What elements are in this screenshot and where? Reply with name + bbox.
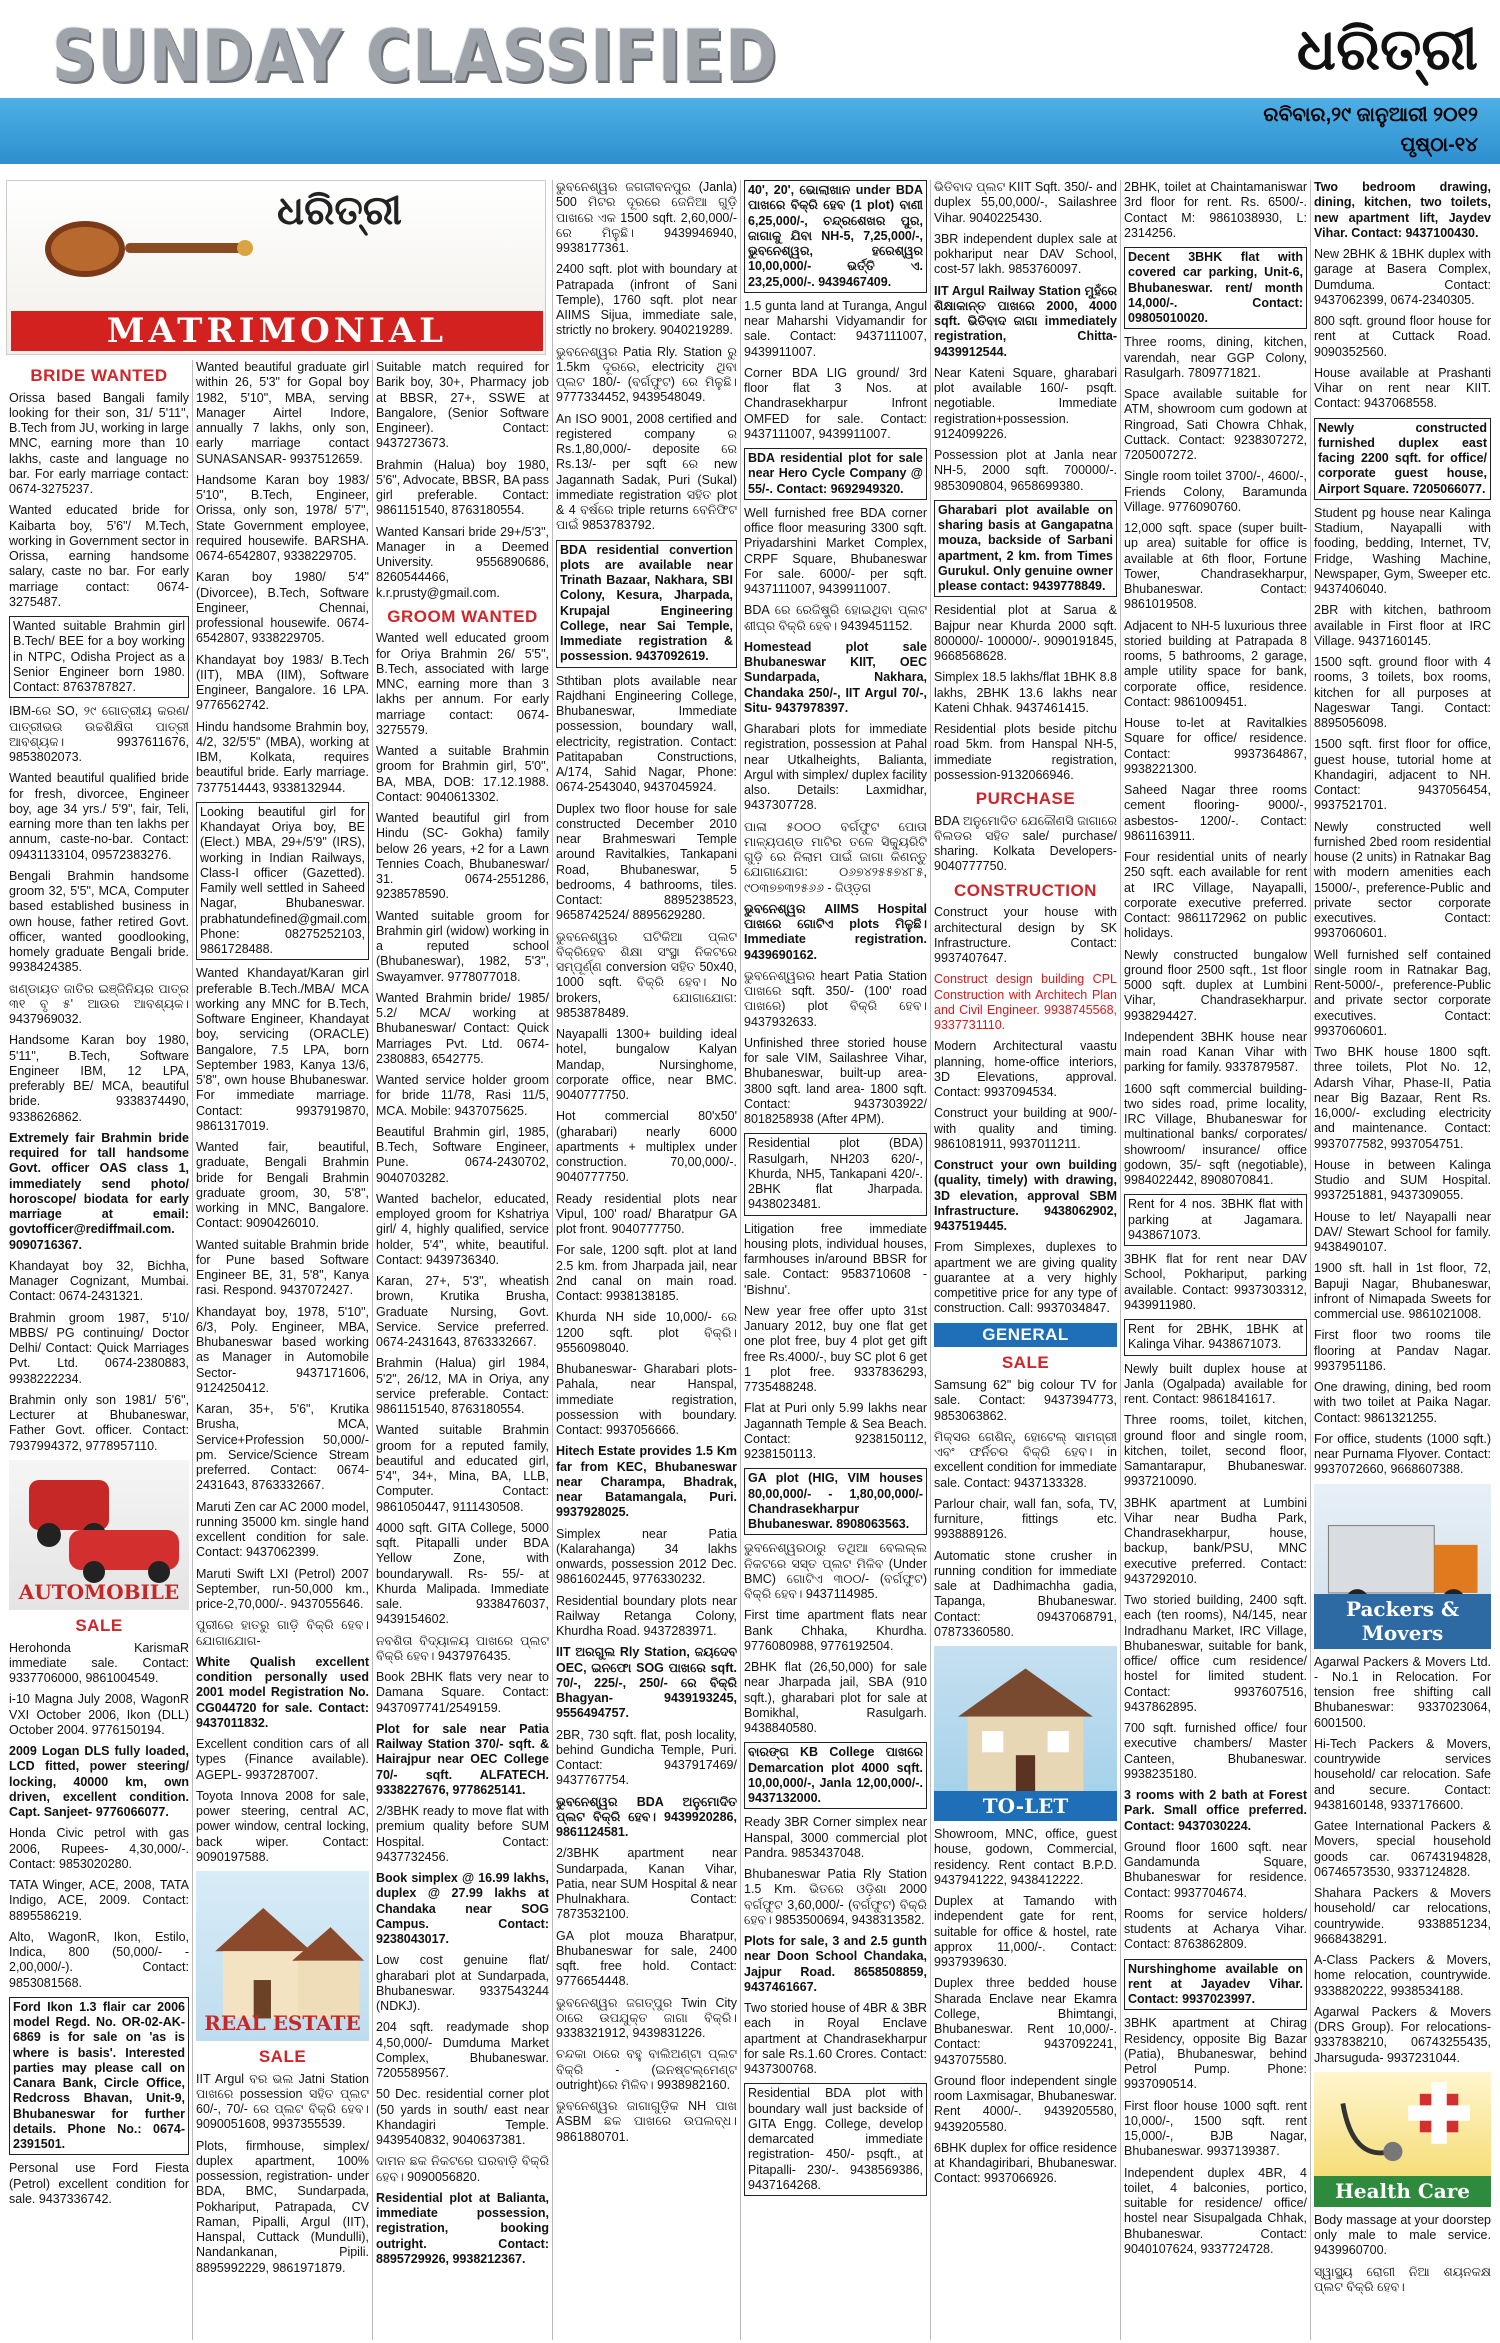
- purchase-heading: PURCHASE: [975, 789, 1076, 808]
- classified-ad: Three rooms, dining, kitchen, varendah, near GGP Colony, Rasulgarh. 7809771821.: [1124, 335, 1307, 380]
- classified-ad: Sthtiban plots available near Rajdhani Engineering College, Bhubaneswar, Immediate possession, boundary wall, electricity, registration. Contact: Patitapaban Constructions, A/174, Sahid Nagar, Phone: 0674-2543040, 9437045924.: [556, 673, 737, 795]
- classified-ad: First time apartment flats near Bank Chhaka, Khurdha. 9776080988, 9776192504.: [744, 1608, 927, 1653]
- classified-ad: Plots for sale, 3 and 2.5 gunth near Doon School Chandaka, Jajpur Road. 8658508859, 9437461667.: [744, 1934, 927, 1994]
- classified-ad: ଭୁବନେଶ୍ୱର ଜାଗାଗୁଡ଼ିକ NH ପାଖ ASBM ଛକ ପାଖରେ ଉପଲବ୍ଧ। 9861880701.: [556, 2099, 737, 2144]
- packers-banner: [1314, 1484, 1491, 1649]
- classified-ad: Gatee International Packers & Movers, special household goods car. 06743194828, 06746573530, 9337124828.: [1314, 1819, 1491, 1879]
- matrimonial-title: MATRIMONIAL: [11, 311, 543, 351]
- column-7: [1120, 180, 1310, 2340]
- classified-ad: Gharabari plots for immediate registration, possession at Pahal near Utkalheights, Balianta, Argul with simplex/ duplex facility also. Details: Laxmidhar, 9437307728.: [744, 722, 927, 813]
- general-sale-heading: SALE: [1001, 1353, 1050, 1373]
- classified-ad: Residential plots beside pitchu road 5km. from Hanspal NH-5, immediate registration, possession-9132066946.: [934, 722, 1117, 782]
- classified-ad: ମିକ୍ସର ଗେଶିନ୍, ହୋଟେଲ୍ ସାମଗ୍ରୀ ଏବଂ ଫର୍ନିଚର ବିକ୍ରି ହେବ। in excellent condition for immediate sale. Contact: 9437133328.: [934, 1429, 1117, 1490]
- classified-ad: GA plot mouza Bharatpur, Bhubaneswar for sale, 2400 sqft. free hold. Contact: 9776654448.: [556, 1928, 737, 1989]
- classified-ad: ଭୁବନେଶ୍ୱରର heart Patia Station ପାଖରେ sqft. 350/- (100' road ପାଖରେ) plot ବିକ୍ରି ହେବ। 9437932633.: [744, 968, 927, 1029]
- masthead: [0, 0, 1500, 180]
- classified-ad: Saheed Nagar three rooms cement flooring- 9000/-, asbestos- 1200/-. Contact: 9861163911.: [1124, 783, 1307, 843]
- classified-ad: Wanted a suitable Brahmin groom for Brahmin girl, 5'0", BA, MBA, DOB: 17.12.1988. Contact: 9040613302.: [376, 744, 549, 804]
- classified-ad: A-Class Packers & Movers, home relocation, countrywide. 9338820222, 9938534188.: [1314, 1953, 1491, 1998]
- classified-ad: Rooms for service holders/ students at Acharya Vihar. Contact: 8763862809.: [1124, 1906, 1307, 1952]
- classified-ad: Construct your house with architectural design by SK Infrastructure. Contact: 9937407647.: [934, 905, 1117, 966]
- classified-ad: 2BR with kitchen, bathroom available in First floor at IRC Village. 9437160145.: [1314, 603, 1491, 648]
- automobile-banner: [9, 1460, 189, 1610]
- classified-ad: Brahmin only son 1981/ 5'6", Lecturer at Bhubaneswar, Father Govt. officer. Contact: 7937994372, 9778957110.: [9, 1392, 189, 1453]
- classified-ad: Excellent condition cars of all types (Finance available). AGEPL- 9937287007.: [196, 1737, 369, 1782]
- classified-ad: 2BHK, toilet at Chaintamaniswar 3rd floor for rent. Rs. 6500/-. Contact M: 9861038930, L: 2314256.: [1124, 180, 1307, 240]
- classified-ad: Showroom, MNC, office, guest house, godown, Commercial, residency. Rent contact B.P.D. 9437941222, 9438412222.: [934, 1827, 1117, 1887]
- classified-ad: ଭୁବନେଶ୍ୱର Patia Rly. Station ରୁ 1.5km ଦୂରରେ, electricity ଥିବା ପ୍ଲଟ 180/- (ବର୍ଗଫୁଟ) ରେ ମିଳୁଛି। 9777334452, 9439548049.: [556, 344, 737, 405]
- classified-ad: Agarwal Packers & Movers Ltd. - No.1 in Relocation. For tension free shifting call Bhubaneswar: 9337023064, 6001500.: [1314, 1654, 1491, 1730]
- classified-ad: ଭୁବନେଶ୍ୱରଠାରୁ ତଥିଆ ବେଲଲ୍ଲ ନିକଟରେ ସସ୍ତ ପ୍ଲଟ ମିଳିବ (Under BMC) ଗୋଟିଏ ୩୦୦/- (ବର୍ଗଫୁଟ) ବିକ୍ରି ହେବ। 9437114985.: [744, 1541, 927, 1601]
- classified-ad: Newly built duplex house at Janla (Ogalpada) available for rent. Contact: 9861841617.: [1124, 1361, 1307, 1406]
- classified-ad: Adjacent to NH-5 luxurious three storied building at Patrapada 8 rooms, 5 bathrooms, 2 garage, ample utility space for bank, corporate office, residence. Contact: 9861009451.: [1124, 618, 1307, 709]
- classified-ad: Low cost genuine flat/ gharabari plot at Sundarpada, Bhubaneswar. 9337543244 (NDKJ).: [376, 1953, 549, 2014]
- tolet-banner: [934, 1646, 1117, 1821]
- classified-ad: From Simplexes, duplexes to apartment we are giving quality guarantee at a very highly competitive price for any type of construction. Call: 9937034847.: [934, 1240, 1117, 1316]
- classified-ad: 2/3BHK apartment near Sundarpada, Kanan Vihar, Patia, near SUM Hospital & near Phulnakhara. Contact: 7873532100.: [556, 1846, 737, 1922]
- classified-ad: Wanted beautiful girl from Hindu (SC- Gokha) family below 26 years, +2 for a Lawn Tennies Coach, Bhubaneswar/ 31. 0674-2551286, 9238578590.: [376, 811, 549, 902]
- classified-ad: Near Kateni Square, gharabari plot available 160/- psqft. negotiable. Immediate registration+possession. 9124099226.: [934, 365, 1117, 441]
- classified-ad: Newly constructed furnished duplex east facing 2200 sqft. for office/ corporate guest house, Airport Square. 7205066077.: [1314, 418, 1491, 500]
- classified-ad: Hindu handsome Brahmin boy, 4/2, 32/5'5" (MBA), working at IBM, Kolkata, requires beautiful bride. Early marriage. 7377514443, 9338132944.: [196, 719, 369, 795]
- classified-ad: 4000 sqft. GITA College, 5000 sqft. Pitapalli under BDA Yellow Zone, with boundarywall. Rs- 55/- at Khurda Malipada. Immediate sale. 9338476037, 9439154602.: [376, 1520, 549, 1627]
- classified-ad: 1600 sqft commercial building- two sides road, prime locality, IRC Village, Bhubaneswar for multinational banks/ corporates/ showroom/ insurance/ office godown, 35/- sqft (negotiable), 9984022442, 8908070841.: [1124, 1081, 1307, 1187]
- classified-ad: TATA Winger, ACE, 2008, TATA Indigo, ACE, 2009. Contact: 8895586219.: [9, 1878, 189, 1923]
- classified-ad: Body massage at your doorstep only male to male service. 9439960700.: [1314, 2212, 1491, 2258]
- classified-ad: 2BR, 730 sqft. flat, posh locality, behind Gundicha Temple, Puri. Contact: 9437917469/ 9437767754.: [556, 1727, 737, 1788]
- classified-ad: ଭୁବନେଶ୍ୱର BDA ଅନୁମୋଦିତ ପ୍ଲଟ ବିକ୍ରି ହେବ। 9439920286, 9861124581.: [556, 1794, 737, 1839]
- classified-ad: Karan boy 1980/ 5'4" (Divorcee), B.Tech, Software Engineer, Chennai, professional housewife. 0674-6542807, 9338229705.: [196, 570, 369, 646]
- classified-ad: Hot commercial 80'x50' (gharabari) nearly 6000 apartments + multiplex under construction. 70,00,000/-. 9040777750.: [556, 1109, 737, 1185]
- classified-ad: Maruti Zen car AC 2000 model, running 35000 km. single hand excellent condition for sale. Contact: 9437062399.: [196, 1499, 369, 1560]
- construction-heading: CONSTRUCTION: [954, 880, 1097, 900]
- classified-ad: Hitech Estate provides 1.5 Km far from KEC, Bhubaneswar near Charampa, Bhadrak, near Batamangala, Puri. 9937928025.: [556, 1444, 737, 1520]
- classified-ad: Khurda NH side 10,000/- ରେ 1200 sqft. plot ବିକ୍ରି। 9556098040.: [556, 1310, 737, 1355]
- classified-ad: Single room toilet 3700/-, 4600/-, Friends Colony, Baramunda Village. 9776090760.: [1124, 469, 1307, 514]
- classified-ad: Handsome Karan boy 1983/ 5'10", B.Tech, Engineer, Orissa, only son, 1978/ 5'7", State Government employee, required housewife. BARSHA. 0674-6542807, 9338229705.: [196, 472, 369, 563]
- classified-ad: Beautiful Brahmin girl, 1985, B.Tech, Software Engineer, Pune. 0674-2430702, 9040703282.: [376, 1124, 549, 1185]
- matrimonial-logo: ଧରିତ୍ରୀ: [277, 187, 402, 234]
- classified-ad: Orissa based Bangali family looking for their son, 31/ 5'11", B.Tech from JU, working in large MNC, earning more than 10 lakhs, caste and language no bar. For early marriage contact: 0674-3275237.: [9, 390, 189, 497]
- classified-ad: Rent for 2BHK, 1BHK at Kalinga Vihar. 9438671073.: [1124, 1319, 1307, 1356]
- classified-ad: 3 rooms with 2 bath at Forest Park. Small office preferred. Contact: 9437030224.: [1124, 1788, 1307, 1833]
- classified-ad: Brahmin groom 1987, 5'10/ MBBS/ PG continuing/ Doctor Delhi/ Contact: Quick Marriages Pvt. Ltd. 0674-2380883, 9938222234.: [9, 1310, 189, 1386]
- classified-ad: Bhubaneswar- Gharabari plots- Pahala, near Hanspal, immediate registration, possession with boundary. Contact: 9937056666.: [556, 1362, 737, 1437]
- bride-wanted-heading: BRIDE WANTED: [30, 366, 168, 385]
- classified-ad: Honda Civic petrol with gas 2006, Rupees- 4,30,000/-. Contact: 9853020280.: [9, 1826, 189, 1871]
- classified-ad: 3BHK apartment at Lumbini Vihar near Budha Park, Chandrasekharpur, house, backup, bank/PSU, MNC executive preferred. Contact: 9437292010.: [1124, 1495, 1307, 1586]
- classified-ad: 40', 20', ଭୋଲାଖାନ under BDA ପାଖରେ ବିକ୍ରି ହେବ (1 plot) ବାଣୀ 6,25,000/-, ଚନ୍ଦ୍ରଶେଖର ପୁର, ଜାଗାକୁ ଯିବା NH-5, 7,25,000/-, ଭୁବନେଶ୍ୱର, ହରେଶ୍ୱର 10,00,000/- ଭର୍ତ୍ତି ଏ. 23,25,000/-. 9439467409.: [744, 180, 927, 293]
- classified-ad: ଚନ୍ଦକା ଠାରେ ବହୁ ବାଲିଅଣ୍ଟା ପ୍ଲଟ ବିକ୍ରି - (ଇନଷ୍ଟଲ୍ମେଣ୍ଟ outright)ରେ ମିଳିବ। 9938982160.: [556, 2047, 737, 2092]
- classified-ad: Nurshinghome available on rent at Jayadev Vihar. Contact: 9937023997.: [1124, 1959, 1307, 2011]
- classified-ad: Independent 3BHK house near main road Kanan Vihar with parking for family. 9337879587.: [1124, 1029, 1307, 1075]
- classified-ad: ଭୁବନେଶ୍ୱର ଜଗଜୀବନପୁର (Janla) 500 ମିଟର ଦୂରରେ ଜେନିଆ ଗୁଡ଼ି ପାଖରେ ଏକ 1500 sqft. 2,60,000/- ରେ ମିଳୁଛି। 9439946940, 9938177361.: [556, 180, 737, 255]
- classified-ad: Brahmin (Halua) boy 1980, 5'6", Advocate, BBSR, BA pass girl preferable. Contact: 9861151540, 8763180554.: [376, 457, 549, 518]
- tolet-label: TO-LET: [934, 1791, 1117, 1821]
- classified-ad: 1500 sqft. first floor for office, guest house, tutorial home at Khandagiri, adjacent to NH. Contact: 9437056454, 9937521701.: [1314, 737, 1491, 813]
- issue-date: ରବିବାର,୨୯ ଜାନୁଆରୀ ୨୦୧୨: [1263, 104, 1478, 126]
- column-6: [930, 180, 1120, 2340]
- classified-ad: Parlour chair, wall fan, sofa, TV, furniture, fittings etc. 9938889126.: [934, 1496, 1117, 1542]
- classified-ad: Wanted Brahmin bride/ 1985/ 5.2/ MCA/ working at Bhubaneswar/ Contact: Quick Marriages Pvt. Ltd. 0674-2380883, 6542775.: [376, 990, 549, 1066]
- classified-ad: Well furnished self contained single room in Ratnakar Bag, Rent-5000/-, preference-Public and private sector corporate executives. Contact: 9937060601.: [1314, 947, 1491, 1038]
- classified-ad: ପୁରୀରେ ହାତରୁ ଗାଡ଼ି ବିକ୍ରି ହେବ। ଯୋଗାଯୋଗ-: [196, 1618, 369, 1648]
- classified-ad: Two BHK house 1800 sqft. three toilets, Plot No. 12, Adarsh Vihar, Phase-II, Patia near Big Bazaar, Rent Rs. 16,000/- excluding electricity and maintenance. Contact: 9937077582, 9937054751.: [1314, 1045, 1491, 1151]
- classified-ad: One drawing, dining, bed room with two toilet at Paika Nagar. Contact: 9861321255.: [1314, 1380, 1491, 1425]
- classified-ad: Space available suitable for ATM, showroom cum godown at Ringroad, Sati Chowra Chhak, Cuttack. Contact: 9238307272, 7205007272.: [1124, 387, 1307, 462]
- auto-sale-heading: SALE: [75, 1615, 123, 1635]
- classified-ad: Wanted educated bride for Kaibarta boy, 5'6"/ M.Tech, working in Government sector in Orissa, earning handsome salary, caste no bar. For early marriage contact: 0674-3275487.: [9, 503, 189, 609]
- classified-ad: Wanted Khandayat/Karan girl preferable B.Tech./MBA/ MCA working any MNC for B.Tech, Software Engineer, Khandayat boy, servicing (ORACLE) Bangalore, 7.5 LPA, born September 1983, Kanya 13/6, 5'8", own house Bhubaneswar. For immediate marriage. Contact: 9937919870, 9861317019.: [196, 966, 369, 1133]
- groom-wanted-heading: GROOM WANTED: [387, 606, 538, 626]
- classified-ad: Toyota Innova 2008 for sale, power steering, central AC, power window, central locking, back wiper. Contact: 9090197588.: [196, 1788, 369, 1864]
- classified-ad: Two storied house of 4BR & 3BR each in Royal Enclave apartment at Chandrasekharpur for sale Rs.1.60 Crores. Contact: 9437300768.: [744, 2001, 927, 2076]
- classified-ad: Ready residential plots near Vipul, 100' road/ Bharatpur GA plot front. 9040777750.: [556, 1191, 737, 1236]
- classified-ad: GA plot (HIG, VIM houses 80,00,000/- - 1,80,00,000/- Chandrasekharpur Bhubaneswar. 8908063563.: [744, 1468, 927, 1535]
- health-label: Health Care: [1314, 2176, 1491, 2206]
- classified-ad: Khandayat boy, 1978, 5'10", 6/3, Poly. Engineer, MBA, Bhubaneswar based working as Manager in Automobile Sector- 9437171606, 9124250412.: [196, 1304, 369, 1395]
- classified-ad: ଭିତିବାଦ ପ୍ଲଟ KIIT Sqft. 350/- and duplex 55,00,000/-, Sailashree Vihar. 9040225430.: [934, 180, 1117, 225]
- classified-ad: 3BHK flat for rent near DAV School, Pokhariput, parking available. Contact: 9937303312, 9439911980.: [1124, 1252, 1307, 1312]
- classified-ad: Karan, 27+, 5'3", wheatish brown, Krutika Brusha, Graduate Nursing, Govt. Service. Service preferred. 0674-2431643, 8763332667.: [376, 1274, 549, 1350]
- classified-ad: Herohonda KarismaR immediate sale. Contact: 9337706000, 9861004549.: [9, 1640, 189, 1686]
- classified-ad: Ground floor 1600 sqft. near Gandamunda Square, Bhubaneswar for residence. Contact: 9937704674.: [1124, 1839, 1307, 1900]
- classified-ad: Alto, WagonR, Ikon, Estilo, Indica, 800 (50,000/- - 2,00,000/-). Contact: 9853081568.: [9, 1929, 189, 1990]
- classified-ad: Duplex three bedded house Sharada Enclave near Ekamra College, Bhimtangi, Bhubaneswar. Rent 10,000/-. Contact: 9437092241, 9437075580.: [934, 1976, 1117, 2067]
- classified-ad: BDA ଅନୁମୋଦିତ ଯେକୌଣସି ଜାଗାରେ ବିଲଡର ସହିତ sale/ purchase/ sharing. Kolkata Developers- 9040777750.: [934, 813, 1117, 874]
- classified-ad: IIT ଅରଗୁଲ Rly Station, ଜୟଦେବ OEC, ଇନଫୋ SOG ପାଖରେ sqft. 70/-, 225/-, 250/- ରେ ବିକ୍ରି Bhagyan- 9439193245, 9556494757.: [556, 1645, 737, 1721]
- classified-ad: 12,000 sqft. space (super built-up area) suitable for office is available at 6th floor, Fortune Tower, Chandrasekharpur, Bhubaneswar. Contact: 9861019508.: [1124, 521, 1307, 612]
- newspaper-logo: ଧରିତ୍ରୀ: [1296, 15, 1478, 83]
- classified-ad: Karan, 35+, 5'6", Krutika Brusha, MCA, Service+Profession 50,000/- pm. Service/Science Stream preferred. Contact: 0674-2431643, 8763332667.: [196, 1402, 369, 1493]
- classified-columns: [6, 180, 1494, 2340]
- classified-ad: Plots, firmhouse, simplex/ duplex apartment, 100% possession, registration- under BDA, BMC, Sundarpada, Pokhariput, Patrapada, CV Raman, Pipalli, Argul (IIT), Hanspal, Cuttack (Mundulli), Nandankanan, Pipili. 8895992229, 9861971879.: [196, 2138, 369, 2275]
- classified-ad: Maruti Swift LXI (Petrol) 2007 September, run-50,000 km., price-2,70,000/-. 9437055646.: [196, 1566, 369, 1611]
- column-5: [740, 180, 930, 2340]
- classified-ad: Simplex 18.5 lakhs/flat 1BHK 8.8 lakhs, 2BHK 13.6 lakhs near Kateni Chhak. 9437461415.: [934, 670, 1117, 715]
- classified-ad: Newly constructed well furnished 2bed room residential house (2 units) in Ratnakar Bag with modern amenities each 15000/-, preference-Public and private sector corporate executives. Contact: 9937060601.: [1314, 819, 1491, 941]
- classified-ad: Suitable match required for Barik boy, 30+, Pharmacy job at BBSR, 27+, SSWE at Bangalore, (Senior Software Engineer). Contact: 9437273673.: [376, 360, 549, 451]
- classified-ad: An ISO 9001, 2008 certified and registered company ର Rs.1,80,000/- deposite ରେ Rs.13/- per sqft ରେ new Jagannath Sadak, Puri (Sukal) immediate registration ସହିତ plot & 4 ବର୍ଷରେ triple returns ବେନିଫିଟ ପାଇଁ 9853783792.: [556, 411, 737, 533]
- classified-ad: White Qualish excellent condition personally used 2001 model Registration No. CG044720 for sale. Contact: 9437011832.: [196, 1654, 369, 1730]
- classified-ad: IBM-ରେ SO, ୨୯ ଗୋତ୍ରୀୟ କରଣ/ ପାତ୍ରୀଭଉ ଉଚ୍ଚଶିକ୍ଷିତା ପାତ୍ରୀ ଆବଶ୍ୟକ। 9937611676, 9853802073.: [9, 704, 189, 765]
- classified-ad: Three rooms, toilet, kitchen, ground floor and single room, kitchen, toilet, second floor, Samantarapur, Bhubaneswar. 9937210090.: [1124, 1413, 1307, 1489]
- classified-ad: Construct design building CPL Construction with Architech Plan and Civil Engineer. 9938745568, 9337731110.: [934, 972, 1117, 1033]
- real-estate-sale-heading: SALE: [258, 2047, 307, 2066]
- classified-ad: Residential plot (BDA) Rasulgarh, NH203 620/-, Khurda, NH5, Tankapani 420/-. 2BHK flat Jharpada. 9438023481.: [744, 1133, 927, 1215]
- classified-ad: Four residential units of nearly 250 sqft. each available for rent at IRC Village, Nayapalli, corporate executive preferred. Contact: 9861172962 on public holidays.: [1124, 850, 1307, 941]
- classified-ad: House to let/ Nayapalli near DAV/ Stewart School for family. 9438490107.: [1314, 1209, 1491, 1254]
- classified-ad: ଖଣ୍ଡାୟତ ଜାତିର ଇଞ୍ଜିନିୟର ପାତ୍ର ୩୧ ବୃ ୫' ଆଉର ଆବଶ୍ୟକ। 9437969032.: [9, 981, 189, 1027]
- drum-icon: [25, 199, 255, 299]
- classified-ad: IIT Argul Railway Station ମୁହଁରେ ଶିକ୍ଷାକାନ୍ତ ପାଖରେ 2000, 4000 sqft. ଭିତିବାଦ ଜାଗା immediately registration, Chitta- 9439912544.: [934, 283, 1117, 359]
- classified-ad: Wanted suitable Brahmin groom for a reputed family, beautiful and educated girl, 5'4", 34+, Mina, BA, LLB, Computer. Contact: 9861050447, 9111430508.: [376, 1423, 549, 1514]
- classified-ad: BDA residential plot for sale near Hero Cycle Company @ 55/-. Contact: 9692949320.: [744, 448, 927, 500]
- classified-ad: Decent 3BHK flat with covered car parking, Unit-6, Bhubaneswar. rent/ month 14,000/-. Contact: 09805010020.: [1124, 247, 1307, 329]
- classified-ad: Residential BDA plot with boundary wall just backside of GITA Engg. College, develop demarcated immediate registration- 450/- psqft., at Pitapalli- 230/-. 9438569386, 9437164268.: [744, 2083, 927, 2196]
- classified-ad: 700 sqft. furnished office/ four executive chambers/ Master Canteen, Bhubaneswar. 9938235180.: [1124, 1721, 1307, 1781]
- classified-ad: Student pg house near Kalinga Stadium, Nayapalli with fooding, bedding, Internet, TV, Fridge, Washing Machine, Newspaper, Gym, Sweeper etc. 9437406040.: [1314, 505, 1491, 596]
- classified-ad: Brahmin (Halua) girl 1984, 5'2", 26/12, MA in Oriya, any service preferable. Contact: 9861151540, 8763180554.: [376, 1356, 549, 1417]
- classified-ad: For office, students (1000 sqft.) near Purnama Flyover. Contact: 9937072660, 9668607388.: [1314, 1431, 1491, 1477]
- column-4: [552, 180, 740, 2340]
- classified-ad: Samsung 62" big colour TV for sale. Contact: 9437394773, 9853063862.: [934, 1378, 1117, 1423]
- classified-ad: ଭୁବନେଶ୍ୱର ଜଗତ୍ପୁର Twin City ଠାରେ ଉପଯୁକ୍ତ ଜାଗା ବିକ୍ରି। 9338321912, 9439831226.: [556, 1995, 737, 2040]
- real-estate-banner: [196, 1871, 369, 2041]
- classified-ad: Wanted suitable Brahmin girl B.Tech/ BEE for a boy working in NTPC, Odisha Project as a Senior Engineer born 1980. Contact: 8763787827.: [9, 616, 189, 698]
- classified-ad: Construct your building at 900/- with quality and timing. 9861081911, 9937011211.: [934, 1106, 1117, 1151]
- classified-ad: Wanted suitable groom for Brahmin girl (widow) working in a reputed school (Bhubaneswar), 1982, 5'3", Swayamver. 9778077018.: [376, 908, 549, 984]
- classified-ad: 204 sqft. readymade shop 4,50,000/- Dumduma Market Complex, Bhubaneswar. 7205589567.: [376, 2020, 549, 2081]
- classified-ad: Well furnished free BDA corner office floor measuring 3300 sqft. Priyadarshini Market Complex, CRPF Square, Bhubaneswar For sale. 6000/- per sqft. 9437111007, 9439911007.: [744, 505, 927, 596]
- classified-ad: House in between Kalinga Studio and SUM Hospital. 9937251881, 9437309055.: [1314, 1157, 1491, 1203]
- classified-ad: Corner BDA LIG ground/ 3rd floor flat 3 Nos. at Chandrasekharpur Infront OMFED for sale. Contact: 9437111007, 9439911007.: [744, 365, 927, 441]
- general-heading: GENERAL: [934, 1323, 1117, 1348]
- classified-ad: Automatic stone crusher in running condition for immediate sale at Dadhimachha gadia, Tapanga, Bhubaneswar. Contact: 09437068791, 07873360580.: [934, 1548, 1117, 1639]
- classified-ad: Unfinished three storied house for sale VIM, Sailashree Vihar, Bhubaneswar, built-up area-3800 sqft. land area- 1800 sqft. Contact: 9437303922/ 8018258938 (After 4PM).: [744, 1035, 927, 1126]
- classified-ad: 2009 Logan DLS fully loaded, LCD fitted, power steering/ locking, 40000 km, own driven, excellent condition. Capt. Sanjeet- 9776066077.: [9, 1744, 189, 1820]
- classified-ad: Independent duplex 4BR, 4 toilet, 4 balconies, portico, suitable for residence/ office/ hostel near Sisupalgada Chhak, Bhubaneswar. Contact: 9040107624, 9337724728.: [1124, 2165, 1307, 2256]
- classified-ad: 2/3BHK ready to move flat with premium quality before SUM Hospital. Contact: 9437732456.: [376, 1804, 549, 1864]
- classified-ad: Wanted service holder groom for bride 11/78, Rasi 11/5, MCA. Mobile: 9437075625.: [376, 1073, 549, 1118]
- classified-ad: 1500 sqft. ground floor with 4 rooms, 3 toilets, box rooms, kitchen for all purposes at Nageswar Tangi. Contact: 8895056098.: [1314, 655, 1491, 730]
- classified-ad: Khandayat boy 32, Bichha, Manager Cognizant, Mumbai. Contact: 0674-2431321.: [9, 1258, 189, 1304]
- classified-ad: Wanted beautiful qualified bride for fresh, divorcee, Engineer boy, age 34 yrs./ 5'9", fair, Teli, earning more than ten lakhs per annum, caste-no-bar. Contact: 09431133104, 09572383276.: [9, 771, 189, 862]
- classified-ad: Wanted suitable Brahmin bride for Pune based Software Engineer BE, 31, 5'8", Kanya rasi. Respond. 9437072427.: [196, 1237, 369, 1298]
- classified-ad: Residential boundary plots near Railway Retanga Colony, Khurdha Road. 9437283971.: [556, 1593, 737, 1638]
- classified-ad: Ready 3BR Corner simplex near Hanspal, 3000 commercial plot Pandra. 9853437048.: [744, 1815, 927, 1860]
- page-title: SUNDAY CLASSIFIED: [52, 14, 778, 98]
- classified-ad: 3BHK apartment at Chirag Residency, opposite Big Bazar (Patia), Bhubaneswar, behind Petrol Pump. Phone: 9937090514.: [1124, 2016, 1307, 2092]
- health-banner: [1314, 2072, 1491, 2207]
- classified-ad: Ford Ikon 1.3 flair car 2006 model Regd. No. OR-02-AK-6869 is for sale on 'as is where is basis'. Interested parties may please call on Canara Bank, Circle Office, Redcross Bhavan, Unit-9, Bhubaneswar for further details. Phone No.: 0674-2391501.: [9, 1997, 189, 2156]
- classified-ad: BDA residential convertion plots are available near Trinath Bazaar, Nakhara, SBI Colony, Kesura, Jharpada, Krupajal Engineering College, near Sai Temple, Immediate registration & possession. 9437092619.: [556, 540, 737, 668]
- classified-ad: 800 sqft. ground floor house for rent at Cuttack Road. 9090352560.: [1314, 314, 1491, 359]
- classified-ad: Flat at Puri only 5.99 lakhs near Jagannath Temple & Sea Beach. Contact: 9238150112, 9238150113.: [744, 1401, 927, 1461]
- column-3: [372, 360, 552, 2340]
- classified-ad: House available at Prashanti Vihar on rent near KIIT. Contact: 9437068558.: [1314, 365, 1491, 411]
- classified-ad: ନବଶିତା ବିଦ୍ୟାଳୟ ପାଖରେ ପ୍ଲଟ ବିକ୍ରି ହେବ। 9437976435.: [376, 1633, 549, 1663]
- column-2: [192, 360, 372, 2340]
- classified-ad: Two storied building, 2400 sqft. each (ten rooms), N4/145, near Indradhanu Market, IRC Village, Bhubaneswar, suitable for bank, office/ office cum residence/ hostel for limited student. Contact: 9937607516, 9437862895.: [1124, 1593, 1307, 1714]
- classified-ad: 1900 sft. hall in 1st floor, 72, Bapuji Nagar, Bhubaneswar, infront of Nimapada Sweets for commercial use. 9861021008.: [1314, 1261, 1491, 1321]
- classified-ad: ବାରଙ୍ଗ KB College ପାଖରେ Demarcation plot 4000 sqft. 10,00,000/-, Janla 12,00,000/-. 9437132000.: [744, 1742, 927, 1809]
- classified-ad: Bhubaneswar Patia Rly Station 1.5 Km. ଭିତରେ ଓଡ଼ିଶା 2000 ବର୍ଗଫୁଟ 3,60,000/- (ବର୍ଗଫୁଟ) ବିକ୍ରି ହେବ। 9853500694, 9438313582.: [744, 1867, 927, 1927]
- classified-ad: IIT Argul ବର ଭଲ Jatni Station ପାଖରେ possession ସହିତ ପ୍ଲଟ 60/-, 70/- ରେ ପ୍ଲଟ ବିକ୍ରି ହେବ। 9090051608, 9937355539.: [196, 2071, 369, 2132]
- classified-ad: Wanted beautiful graduate girl within 26, 5'3" for Gopal boy 1982, 5'10", MBA, serving Manager Airtel Indore, annually 7 lakhs, only son, early marriage contact SUNASANSAR- 9937512659.: [196, 360, 369, 466]
- classified-ad: Wanted fair, beautiful, graduate, Bengali Brahmin bride for Bengali Brahmin graduate groom, 30, 5'8", working in MNC, Bangalore. Contact: 9090426010.: [196, 1140, 369, 1231]
- classified-ad: Agarwal Packers & Movers (DRS Group). For relocations- 9337838210, 06743255435, Jharsuguda- 9937231044.: [1314, 2004, 1491, 2065]
- matrimonial-banner: [6, 180, 546, 355]
- classified-ad: ଦାମନ ଛକ ନିକଟରେ ଘରବାଡ଼ି ବିକ୍ରି ହେବ। 9090056820.: [376, 2154, 549, 2184]
- classified-ad: Wanted bachelor, educated, employed groom for Kshatriya girl/ 4, highly qualified, service holder, 5'4", white, beautiful. Contact: 9439736340.: [376, 1191, 549, 1267]
- classified-ad: Shahara Packers & Movers household/ car relocations, countrywide. 9338851234, 9668438291.: [1314, 1886, 1491, 1946]
- classified-ad: Book simplex @ 16.99 lakhs, duplex @ 27.99 lakhs at Chandaka near SOG Campus. Contact: 9238043017.: [376, 1871, 549, 1947]
- classified-ad: 2400 sqft. plot with boundary at Patrapada (infront of Sani Temple), 1760 sqft. plot near AIIMS Sijua, immediate sale, strictly no brokery. 9040219289.: [556, 262, 737, 338]
- classified-ad: Possession plot at Janla near NH-5, 2000 sqft. 700000/-. 9853090804, 9658699380.: [934, 448, 1117, 493]
- classified-ad: Rent for 4 nos. 3BHK flat with parking at Jagamara. 9438671073.: [1124, 1194, 1307, 1246]
- automobile-label: AUTOMOBILE: [18, 1579, 180, 1604]
- classified-ad: Hi-Tech Packers & Movers, countrywide services household/ car relocation. Safe and secure. Contact: 9438160148, 9337176600.: [1314, 1736, 1491, 1812]
- classified-ad: Simplex near Patia (Kalarahanga) 34 lakhs onwards, possession 2012 Dec. 9861602445, 9776330232.: [556, 1526, 737, 1587]
- classified-ad: Wanted well educated groom for Oriya Brahmin 26/ 5'5", B.Tech, associated with large MNC, earning more than 3 lakhs per annum. For early marriage contact: 0674-3275579.: [376, 631, 549, 737]
- classified-ad: First floor two rooms tile flooring at Pandav Nagar. 9937951186.: [1314, 1328, 1491, 1373]
- classified-ad: Residential plot at Sarua & Bajpur near Khurda 2000 sqft. 800000/- 100000/-. 9090191845, 9668568628.: [934, 603, 1117, 663]
- classified-ad: For sale, 1200 sqft. plot at land 2.5 km. from Jharpada jail, near 2nd canal on main road. Contact: 9938138185.: [556, 1243, 737, 1303]
- classified-ad: Litigation free immediate housing plots, individual houses, farmhouses in/around BBSR for sale. Contact: 9583710608 -'Bishnu'.: [744, 1221, 927, 1297]
- classified-ad: Plot for sale near Patia Railway Station 370/- sqft. & Hairajpur near OEC College 70/- sqft. ALFATECH. 9338227676, 9778625141.: [376, 1721, 549, 1797]
- classified-ad: Duplex two floor house for sale constructed December 2010 near Brahmeswari Temple around Ravitalkies, Tankapani Road, Bhubaneswar, 5 bedrooms, 4 bathrooms, tiles. Contact: 8895238523, 9658742524/ 8895629280.: [556, 801, 737, 923]
- packers-label: Packers & Movers: [1314, 1594, 1491, 1649]
- classified-ad: BDA ରେ ରେଜିଷ୍ଟ୍ରି ହୋଇଥିବା ପ୍ଲଟ ଶୀଘ୍ର ବିକ୍ରି ହେବ। 9439451152.: [744, 603, 927, 633]
- classified-ad: Construct your own building (quality, timely) with drawing, 3D elevation, approval SBM Infrastructure. 9438062902, 9437519445.: [934, 1158, 1117, 1234]
- column-1: [6, 360, 192, 2340]
- page-number: ପୃଷ୍ଠା-୧୪: [1400, 134, 1478, 156]
- classified-ad: First floor house 1000 sqft. rent 10,000/-, 1500 sqft. rent 15,000/-, BJB Nagar, Bhubaneswar. 9937139387.: [1124, 2098, 1307, 2159]
- classified-ad: Newly constructed bungalow ground floor 2500 sqft., 1st floor 5000 sqft. duplex at Lumbini Vihar, Chandrasekharpur. 9938294427.: [1124, 947, 1307, 1023]
- classified-ad: 1.5 gunta land at Turanga, Angul near Maharshi Vidyamandir for sale. Contact: 9437111007, 9439911007.: [744, 298, 927, 359]
- classified-ad: ସ୍ୱାସ୍ଥ୍ୟ ରୋଗୀ ନିଆ ଶୟନକକ୍ଷ ପ୍ଲଟ ବିକ୍ରି ହେବ।: [1314, 2264, 1491, 2294]
- classified-ad: Duplex at Tamando with independent gate for rent, suitable for office & hostel, rate approx 11,000/-. Contact: 9937939630.: [934, 1894, 1117, 1970]
- classified-ad: 50 Dec. residential corner plot (50 yards in south/ east near Khandagiri Temple. 9439540832, 9040637381.: [376, 2087, 549, 2148]
- classified-ad: ଭୁବନେଶ୍ୱର AIIMS Hospital ପାଖରେ ଗୋଟିଏ plots ମିଳୁଛି। Immediate registration. 9439690162.: [744, 901, 927, 962]
- classified-ad: Residential plot at Balianta, immediate possession, registration, booking outright. Contact: 8895729926, 9938212367.: [376, 2190, 549, 2266]
- classified-ad: Modern Architectural vaastu planning, home-office interiors, 3D Elevations, approval. Contact: 9937094534.: [934, 1039, 1117, 1100]
- classified-ad: Extremely fair Brahmin bride required for tall handsome Govt. officer OAS class 1, immediately send photo/ horoscope/ biodata for early marriage at email: govtofficer@rediffmail.com. 9090716367.: [9, 1130, 189, 1252]
- classified-ad: Ground floor independent single room Laxmisagar, Bhubaneswar. Rent 4000/-. 9439205580, 9439205580.: [934, 2073, 1117, 2134]
- classified-ad: ଭୁବନେଶ୍ୱର ଘଟିକିଆ ପ୍ଲଟ ବିକ୍ରିହେବ ଶିକ୍ଷା ସଂସ୍ଥା ନିକଟରେ ସମ୍ପୂର୍ଣ୍ଣ conversion ସହିତ 50x40, 1000 sqft. ବିକ୍ରି ହେବ। No brokers, ଯୋଗାଯୋଗ: 9853878489.: [556, 929, 737, 1020]
- classified-ad: Khandayat boy 1983/ B.Tech (IIT), MBA (IIM), Software Engineer, Bangalore. 16 LPA. 9776562742.: [196, 652, 369, 713]
- classified-ad: i-10 Magna July 2008, WagonR VXI October 2006, Ikon (DLL) October 2004. 9776150194.: [9, 1692, 189, 1737]
- real-estate-label: REAL ESTATE: [204, 2010, 361, 2035]
- classified-ad: Handsome Karan boy 1980, 5'11", B.Tech, Software Engineer IBM, 12 LPA, preferably BE/ MCA, beautiful bride. 9338374490, 9338626862.: [9, 1033, 189, 1124]
- classified-ad: House to-let at Ravitalkies Square for office/ residence. Contact: 9937364867, 9938221300.: [1124, 716, 1307, 776]
- classified-ad: ପାଳା ୫୦୦୦ ବର୍ଗଫୁଟ ପୋତା ମାଳ୍ୟପଣ୍ଡ ମାଟିର ତଳେ ସିକ୍ୟୁରିଟି ଗୁଡ଼ି ରେ ନିଲାମ ପାଇଁ ଜାଗା କିଣନ୍ତୁ ଯୋଗାଯୋଗ: ୦୬୭୪୨୫୫୭୪୮୫, ୯୦୩୭୭୩୨୫୬୬ - ଜିଓ୍ଡ଼ଗ: [744, 819, 927, 895]
- classified-ad: 6BHK duplex for office residence at Khandagiribari, Bhubaneswar. Contact: 9937066926.: [934, 2140, 1117, 2186]
- classified-ad: Two bedroom drawing, dining, kitchen, two toilets, new apartment lift, Jaydev Vihar. Contact: 9437100430.: [1314, 180, 1491, 240]
- classified-ad: New year free offer upto 31st January 2012, buy one flat get one plot free, buy 4 plot get gift free Rs.4000/-, buy SC plot 6 get 1 plot free. 9337836293, 7735488248.: [744, 1303, 927, 1394]
- classified-ad: Wanted Kansari bride 29+/5'3", Manager in a Deemed University. 9556890686, 8260544466, k.r.prusty@gmail.com.: [376, 524, 549, 600]
- classified-ad: Homestead plot sale Bhubaneswar KIIT, OEC Sundarpada, Nakhara, Chandaka 250/-, IIT Argul 70/-, Situ- 9437978397.: [744, 639, 927, 715]
- classified-ad: Personal use Ford Fiesta (Petrol) excellent condition for sale. 9437336742.: [9, 2161, 189, 2206]
- classified-ad: Gharabari plot available on sharing basis at Gangapatna mouza, backside of Sarbani apartment, 2 km. from Times Gurukul. Only genuine owner please contact: 9439778849.: [934, 500, 1117, 598]
- column-8: [1310, 180, 1494, 2340]
- classified-ad: 2BHK flat (26,50,000) for sale near Jharpada jail, SBA (910 sqft.), gharabari plot for sale at Bomikhal, Rasulgarh. 9438840580.: [744, 1660, 927, 1735]
- classified-ad: Book 2BHK flats very near to Damana Square. Contact: 9437097741/2549159.: [376, 1670, 549, 1715]
- classified-ad: Bengali Brahmin handsome groom 32, 5'5", MCA, Computer based established business in own house, father retired Govt. officer, wanted goodlooking, homely graduate Bengali bride. 9938424385.: [9, 868, 189, 975]
- classified-ad: Nayapalli 1300+ building ideal hotel, bungalow Kalyan Mandap, Nursinghome, corporate office, near BMC. 9040777750.: [556, 1027, 737, 1102]
- classified-ad: 3BR independent duplex sale at pokhariput near DAV School, cost-57 lakh. 9853760097.: [934, 231, 1117, 277]
- classified-ad: New 2BHK & 1BHK duplex with garage at Basera Complex, Dumduma. Contact: 9437062399, 0674-2340305.: [1314, 247, 1491, 307]
- classified-ad: Looking beautiful girl for Khandayat Oriya boy, BE (Elect.) MBA, 29+/5'9" (IRS), working in Indian Railways, Class-I officer (Gazetted). Family well settled in Saheed Nagar, Bhubaneswar. prabhatundefined@gmail.com. Phone: 08275252103, 9861728488.: [196, 802, 369, 961]
